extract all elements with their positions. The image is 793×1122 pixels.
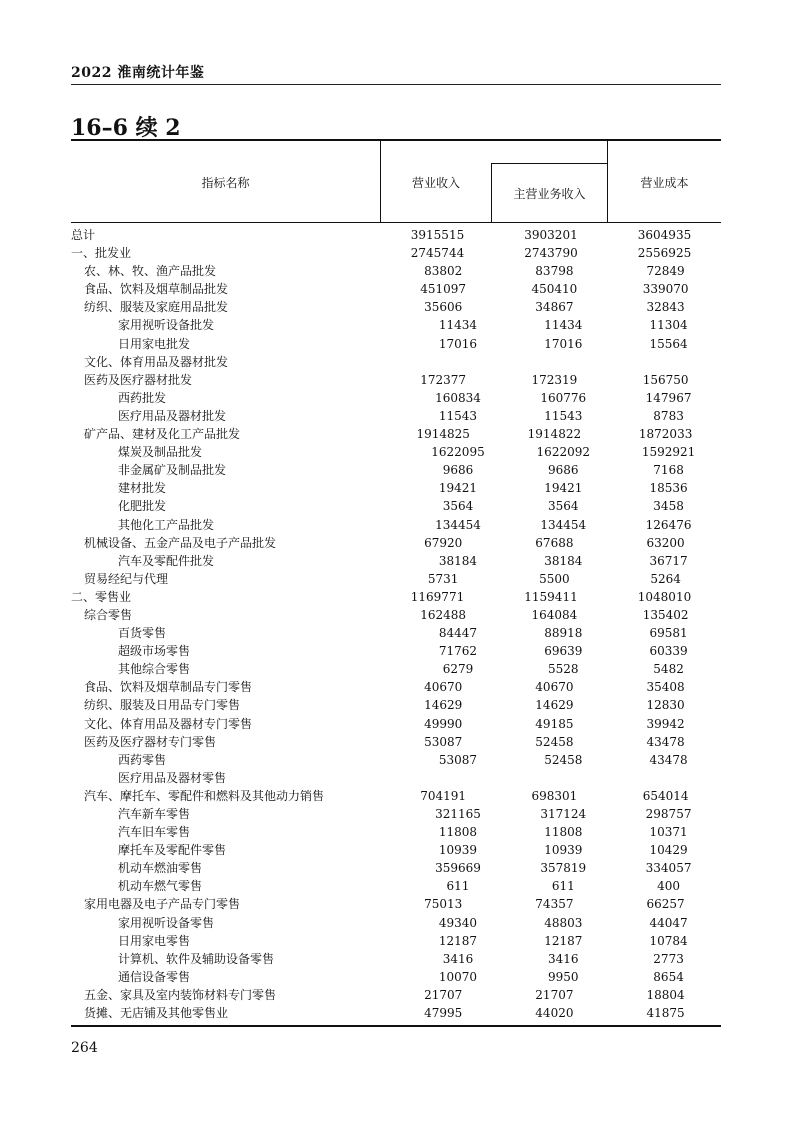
row-revenue: 172377 bbox=[420, 372, 467, 387]
row-main-revenue bbox=[510, 769, 616, 787]
row-revenue: 11543 bbox=[438, 408, 478, 423]
table-row bbox=[71, 280, 721, 298]
row-main-revenue: 5528 bbox=[548, 662, 579, 677]
row-revenue: 53087 bbox=[438, 752, 478, 767]
row-revenue: 321165 bbox=[435, 807, 481, 821]
table-header bbox=[71, 139, 721, 223]
row-name: 汽车、摩托车、零配件和燃料及其他动力销售 bbox=[84, 788, 325, 803]
row-main-revenue: 19421 bbox=[544, 481, 583, 496]
row-revenue: 10939 bbox=[438, 843, 478, 858]
column-header-main-revenue: 主营业务收入 bbox=[513, 187, 586, 201]
table-row bbox=[71, 823, 721, 841]
row-revenue: 49340 bbox=[438, 915, 478, 930]
table-row bbox=[71, 461, 721, 479]
row-cost: 1872033 bbox=[638, 427, 693, 442]
row-cost: 147967 bbox=[645, 390, 692, 405]
row-cost: 10784 bbox=[649, 933, 688, 948]
row-revenue: 1622095 bbox=[431, 445, 485, 460]
row-cost: 8654 bbox=[653, 969, 684, 984]
row-revenue: 21707 bbox=[424, 987, 463, 1002]
row-cost: 69581 bbox=[649, 626, 688, 641]
row-name: 文化、体育用品及器材批发 bbox=[84, 354, 229, 369]
row-main-revenue: 34867 bbox=[535, 300, 574, 315]
table-row bbox=[71, 298, 721, 316]
table-row bbox=[71, 769, 721, 787]
row-main-revenue: 12187 bbox=[544, 933, 583, 948]
table-row bbox=[71, 389, 721, 407]
row-revenue: 1914825 bbox=[416, 427, 470, 442]
row-revenue: 83802 bbox=[424, 264, 463, 279]
row-main-revenue: 9950 bbox=[548, 969, 579, 984]
row-main-revenue: 3564 bbox=[548, 499, 579, 514]
table-row bbox=[71, 262, 721, 280]
row-name: 家用电器及电子产品专门零售 bbox=[84, 897, 241, 912]
row-name: 机械设备、五金产品及电子产品批发 bbox=[84, 535, 277, 550]
table-row bbox=[71, 660, 721, 678]
table-row bbox=[71, 751, 721, 769]
row-main-revenue: 69639 bbox=[544, 644, 583, 659]
row-cost: 66257 bbox=[646, 897, 685, 912]
table-row bbox=[71, 642, 721, 660]
column-header-revenue: 营业收入 bbox=[411, 176, 460, 190]
row-revenue: 10070 bbox=[438, 969, 478, 984]
row-main-revenue: 1159411 bbox=[524, 589, 578, 604]
row-main-revenue: 21707 bbox=[535, 987, 574, 1002]
row-name: 一、批发业 bbox=[71, 246, 132, 261]
row-revenue: 9686 bbox=[442, 463, 474, 478]
table-row bbox=[71, 715, 721, 733]
row-revenue: 14629 bbox=[424, 698, 463, 713]
row-name: 家用视听设备零售 bbox=[118, 915, 215, 930]
row-revenue: 35606 bbox=[424, 300, 463, 315]
row-main-revenue: 67688 bbox=[535, 535, 574, 550]
row-main-revenue: 2743790 bbox=[524, 246, 578, 261]
row-main-revenue: 3416 bbox=[548, 951, 579, 966]
row-name: 医疗用品及器材批发 bbox=[118, 408, 227, 423]
row-revenue: 5731 bbox=[427, 571, 459, 586]
row-name: 二、零售业 bbox=[71, 589, 132, 604]
table-row bbox=[71, 805, 721, 823]
row-main-revenue bbox=[499, 353, 611, 371]
row-revenue bbox=[406, 769, 511, 787]
row-name: 纺织、服装及家庭用品批发 bbox=[84, 300, 229, 315]
row-cost: 39942 bbox=[646, 716, 685, 731]
row-name: 超级市场零售 bbox=[118, 644, 191, 659]
table-row bbox=[71, 606, 721, 624]
table-row bbox=[71, 570, 721, 588]
row-revenue: 49990 bbox=[424, 716, 463, 731]
row-revenue: 359669 bbox=[435, 861, 481, 876]
row-main-revenue: 3903201 bbox=[524, 228, 578, 242]
page-number: 264 bbox=[71, 1040, 98, 1056]
row-revenue: 11434 bbox=[438, 318, 478, 333]
row-cost: 2556925 bbox=[637, 246, 692, 261]
row-revenue: 134454 bbox=[435, 517, 481, 532]
row-main-revenue: 134454 bbox=[540, 517, 587, 532]
row-name: 日用家电批发 bbox=[118, 336, 191, 351]
table-row bbox=[71, 787, 721, 805]
table-row bbox=[71, 877, 721, 895]
row-cost: 72849 bbox=[646, 264, 685, 279]
row-name: 农、林、牧、渔产品批发 bbox=[84, 264, 217, 279]
table-row bbox=[71, 497, 721, 515]
table-row bbox=[71, 624, 721, 642]
row-revenue: 84447 bbox=[438, 626, 478, 641]
row-main-revenue: 17016 bbox=[544, 336, 583, 351]
row-name: 摩托车及零配件零售 bbox=[118, 843, 227, 858]
row-name: 汽车及零配件批发 bbox=[118, 553, 215, 568]
table-row bbox=[71, 552, 721, 570]
table-row bbox=[71, 678, 721, 696]
row-cost: 11304 bbox=[649, 318, 688, 333]
row-main-revenue: 1914822 bbox=[527, 427, 582, 442]
row-name: 其他综合零售 bbox=[118, 662, 191, 677]
row-revenue bbox=[388, 353, 499, 371]
column-header-name: 指标名称 bbox=[201, 176, 250, 190]
row-cost: 36717 bbox=[649, 553, 688, 568]
row-revenue: 6279 bbox=[442, 662, 474, 677]
row-name: 医药及医疗器材专门零售 bbox=[84, 734, 217, 749]
row-name: 医疗用品及器材零售 bbox=[118, 770, 227, 785]
row-name: 五金、家具及室内装饰材料专门零售 bbox=[84, 987, 277, 1002]
table-row bbox=[71, 914, 721, 932]
row-cost: 400 bbox=[657, 879, 681, 894]
row-cost: 298757 bbox=[645, 807, 692, 821]
row-revenue: 3564 bbox=[442, 499, 474, 514]
row-revenue: 3416 bbox=[442, 951, 474, 966]
row-main-revenue: 172319 bbox=[531, 372, 578, 387]
row-revenue: 160834 bbox=[435, 390, 481, 405]
table-row bbox=[71, 932, 721, 950]
row-main-revenue: 317124 bbox=[540, 807, 587, 821]
row-main-revenue: 11543 bbox=[544, 408, 583, 423]
row-name: 食品、饮料及烟草制品专门零售 bbox=[84, 680, 253, 695]
row-cost: 156750 bbox=[642, 372, 689, 387]
bottom-rule bbox=[71, 1025, 721, 1027]
row-main-revenue: 83798 bbox=[535, 264, 574, 279]
row-name: 汽车新车零售 bbox=[118, 807, 191, 821]
row-cost: 12830 bbox=[646, 698, 685, 713]
row-name: 矿产品、建材及化工产品批发 bbox=[84, 427, 241, 442]
row-name: 煤炭及制品批发 bbox=[118, 445, 203, 460]
row-main-revenue: 44020 bbox=[535, 1006, 574, 1021]
row-main-revenue: 74357 bbox=[535, 897, 574, 912]
row-main-revenue: 160776 bbox=[540, 390, 587, 405]
row-revenue: 3915515 bbox=[410, 228, 465, 242]
row-main-revenue: 52458 bbox=[544, 752, 583, 767]
row-cost: 32843 bbox=[646, 300, 685, 315]
row-main-revenue: 698301 bbox=[531, 788, 578, 803]
row-cost: 44047 bbox=[649, 915, 688, 930]
row-cost: 15564 bbox=[649, 336, 688, 351]
row-name: 日用家电零售 bbox=[118, 933, 191, 948]
row-main-revenue: 611 bbox=[551, 879, 575, 894]
row-name: 西药零售 bbox=[118, 752, 167, 767]
row-name: 医药及医疗器材批发 bbox=[84, 372, 193, 387]
row-cost: 339070 bbox=[642, 282, 689, 297]
row-revenue: 53087 bbox=[424, 734, 463, 749]
row-cost: 3458 bbox=[653, 499, 684, 514]
row-name: 化肥批发 bbox=[118, 499, 167, 514]
row-main-revenue: 11808 bbox=[544, 825, 583, 840]
table-row bbox=[71, 226, 721, 244]
row-name: 建材批发 bbox=[118, 481, 167, 496]
row-revenue: 12187 bbox=[438, 933, 478, 948]
row-name: 通信设备零售 bbox=[118, 969, 191, 984]
row-cost: 3604935 bbox=[637, 228, 692, 242]
row-revenue: 451097 bbox=[420, 282, 467, 297]
table-row bbox=[71, 371, 721, 389]
table-row bbox=[71, 353, 721, 371]
table-row bbox=[71, 950, 721, 968]
row-cost: 8783 bbox=[653, 408, 684, 423]
table-row bbox=[71, 407, 721, 425]
row-cost: 43478 bbox=[646, 734, 685, 749]
row-cost: 126476 bbox=[645, 517, 692, 532]
table-row bbox=[71, 986, 721, 1004]
row-name: 货摊、无店铺及其他零售业 bbox=[84, 1006, 229, 1021]
table-row bbox=[71, 841, 721, 859]
row-revenue: 2745744 bbox=[410, 246, 465, 261]
table-row bbox=[71, 534, 721, 552]
row-main-revenue: 164084 bbox=[531, 607, 578, 622]
row-main-revenue: 11434 bbox=[544, 318, 583, 333]
row-revenue: 71762 bbox=[438, 644, 478, 659]
row-main-revenue: 40670 bbox=[535, 680, 574, 695]
row-revenue: 40670 bbox=[424, 680, 463, 695]
row-name: 贸易经纪与代理 bbox=[84, 571, 169, 586]
table-row bbox=[71, 1004, 721, 1022]
row-cost: 41875 bbox=[646, 1006, 685, 1021]
header-rule bbox=[71, 84, 721, 85]
row-main-revenue: 450410 bbox=[531, 282, 578, 297]
table-row bbox=[71, 443, 721, 461]
row-revenue: 11808 bbox=[438, 825, 478, 840]
table-row bbox=[71, 479, 721, 497]
row-main-revenue: 49185 bbox=[535, 716, 574, 731]
row-name: 其他化工产品批发 bbox=[118, 517, 215, 532]
row-name: 非金属矿及制品批发 bbox=[118, 463, 227, 478]
row-revenue: 1169771 bbox=[410, 589, 465, 604]
table-row bbox=[71, 859, 721, 877]
row-main-revenue: 357819 bbox=[540, 861, 587, 876]
row-name: 汽车旧车零售 bbox=[118, 825, 191, 840]
table-row bbox=[71, 316, 721, 334]
row-revenue: 75013 bbox=[424, 897, 463, 912]
statistics-table bbox=[71, 139, 721, 1027]
row-revenue: 47995 bbox=[424, 1006, 463, 1021]
row-cost: 5264 bbox=[650, 571, 681, 586]
row-revenue: 611 bbox=[446, 879, 470, 894]
row-main-revenue: 52458 bbox=[535, 734, 574, 749]
row-name: 机动车燃油零售 bbox=[118, 861, 203, 876]
row-cost: 334057 bbox=[645, 861, 692, 876]
row-main-revenue: 10939 bbox=[544, 843, 583, 858]
row-name: 文化、体育用品及器材专门零售 bbox=[84, 716, 253, 731]
table-row bbox=[71, 696, 721, 714]
row-name: 综合零售 bbox=[84, 607, 133, 622]
row-cost bbox=[616, 769, 721, 787]
row-main-revenue: 88918 bbox=[544, 626, 583, 641]
row-revenue: 162488 bbox=[420, 607, 467, 622]
row-cost: 5482 bbox=[653, 662, 684, 677]
row-revenue: 19421 bbox=[438, 481, 478, 496]
table-body bbox=[71, 223, 721, 1022]
row-name: 食品、饮料及烟草制品批发 bbox=[84, 282, 229, 297]
row-revenue: 704191 bbox=[420, 788, 467, 803]
row-main-revenue: 9686 bbox=[548, 463, 579, 478]
row-cost: 43478 bbox=[649, 752, 688, 767]
table-row bbox=[71, 588, 721, 606]
row-main-revenue: 1622092 bbox=[536, 445, 590, 460]
row-cost: 18804 bbox=[646, 987, 685, 1002]
table-row bbox=[71, 968, 721, 986]
row-cost: 60339 bbox=[649, 644, 688, 659]
row-cost: 135402 bbox=[642, 607, 689, 622]
row-revenue: 17016 bbox=[438, 336, 478, 351]
table-row bbox=[71, 335, 721, 353]
row-name: 家用视听设备批发 bbox=[118, 318, 215, 333]
row-main-revenue: 5500 bbox=[539, 571, 570, 586]
row-revenue: 38184 bbox=[438, 553, 478, 568]
table-row bbox=[71, 895, 721, 913]
row-cost: 1048010 bbox=[637, 589, 692, 604]
row-revenue: 67920 bbox=[424, 535, 463, 550]
row-cost: 2773 bbox=[653, 951, 684, 966]
row-main-revenue: 38184 bbox=[544, 553, 583, 568]
table-row bbox=[71, 425, 721, 443]
row-cost bbox=[610, 353, 721, 371]
row-cost: 654014 bbox=[642, 788, 689, 803]
row-cost: 10371 bbox=[649, 825, 688, 840]
row-main-revenue: 48803 bbox=[544, 915, 583, 930]
row-name: 西药批发 bbox=[118, 390, 167, 405]
row-cost: 7168 bbox=[653, 463, 684, 478]
row-name: 计算机、软件及辅助设备零售 bbox=[118, 951, 275, 966]
row-name: 总计 bbox=[71, 228, 96, 242]
table-row bbox=[71, 733, 721, 751]
row-cost: 1592921 bbox=[641, 445, 696, 460]
row-cost: 18536 bbox=[649, 481, 688, 496]
row-cost: 10429 bbox=[649, 843, 688, 858]
row-cost: 35408 bbox=[646, 680, 685, 695]
row-name: 机动车燃气零售 bbox=[118, 879, 203, 894]
table-row bbox=[71, 516, 721, 534]
row-main-revenue: 14629 bbox=[535, 698, 574, 713]
row-name: 百货零售 bbox=[118, 626, 167, 641]
running-header: 2022 淮南统计年鉴 bbox=[71, 65, 205, 81]
table-number: 16–6 续 2 bbox=[71, 115, 181, 141]
column-header-cost: 营业成本 bbox=[640, 176, 689, 190]
table-row bbox=[71, 244, 721, 262]
row-cost: 63200 bbox=[646, 535, 685, 550]
row-name: 纺织、服装及日用品专门零售 bbox=[84, 698, 241, 713]
